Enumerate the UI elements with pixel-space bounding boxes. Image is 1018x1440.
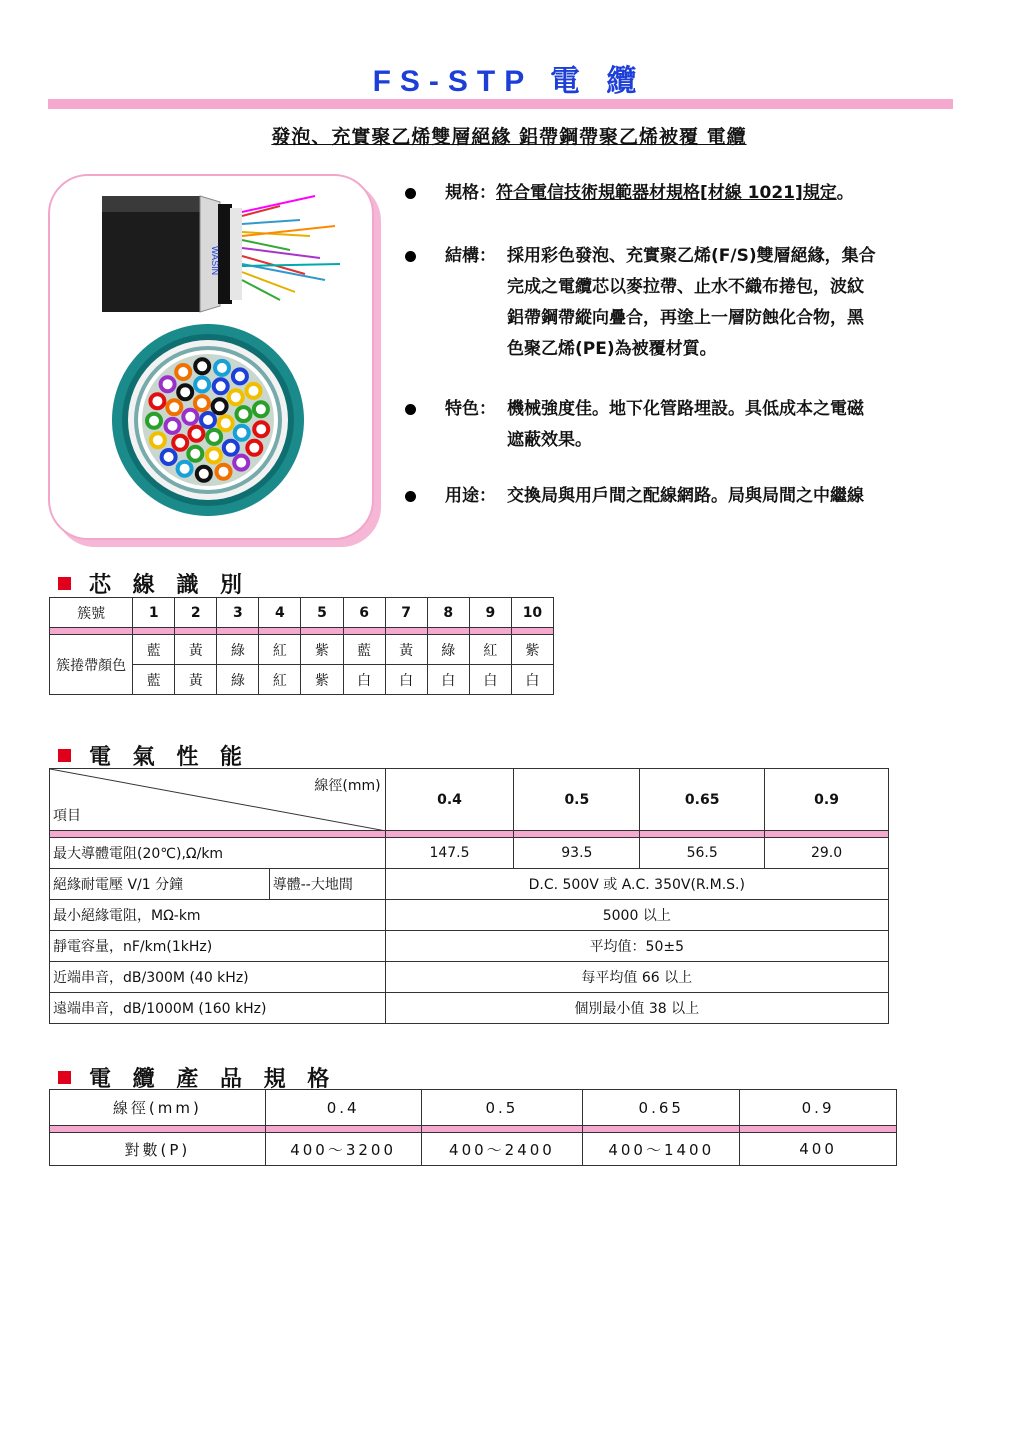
spec-line: 鋁帶鋼帶縱向疊合，再塗上一層防蝕化合物，黑 xyxy=(507,308,864,328)
table-row xyxy=(50,1133,897,1166)
table-cell: 0.65 xyxy=(640,769,765,831)
table-cell: 最大導體電阻(20℃),Ω/km xyxy=(50,838,386,869)
table-cell: 29.0 xyxy=(765,838,889,869)
table-cell: 遠端串音，dB/1000M (160 kHz) xyxy=(50,993,386,1024)
table-cell: 藍 xyxy=(343,635,385,665)
section-heading-core-id xyxy=(58,568,249,599)
spec-line: 機械強度佳。地下化管路埋設。具低成本之電磁 xyxy=(507,399,864,419)
table-row xyxy=(50,993,889,1024)
section-bullet-icon xyxy=(58,749,71,762)
table-cell: 8 xyxy=(427,598,469,628)
table-cell: 近端串音，dB/300M (40 kHz) xyxy=(50,962,386,993)
table-cell: 黃 xyxy=(385,635,427,665)
section-bullet-icon xyxy=(58,577,71,590)
diag-top-label: 線徑(mm) xyxy=(314,778,381,794)
section-bullet-icon xyxy=(58,1071,71,1084)
table-cell: 400～2400 xyxy=(421,1133,583,1166)
table-cell: 簇捲帶顏色 xyxy=(50,635,133,695)
table-cell: 56.5 xyxy=(640,838,765,869)
cable-photo-frame xyxy=(48,174,374,540)
spec-label: 規格： xyxy=(445,183,496,203)
spec-line: 採用彩色發泡、充實聚乙烯(F/S)雙層絕緣，集合 xyxy=(507,246,876,266)
table-row xyxy=(50,769,889,831)
table-cell: 綠 xyxy=(427,635,469,665)
table-cell: 每平均值 66 以上 xyxy=(385,962,888,993)
table-row xyxy=(50,838,889,869)
table-cell: 黃 xyxy=(175,665,217,695)
table-row xyxy=(50,962,889,993)
table-cell: 0.9 xyxy=(740,1090,897,1126)
spec-line: 完成之電纜芯以麥拉帶、止水不織布捲包，波紋 xyxy=(507,277,864,297)
table-divider-row xyxy=(50,831,889,838)
table-cell: 9 xyxy=(469,598,511,628)
table-cell: 白 xyxy=(427,665,469,695)
spec-line: 色聚乙烯(PE)為被覆材質。 xyxy=(507,339,717,359)
table-cell: 7 xyxy=(385,598,427,628)
table-cell: 400 xyxy=(740,1133,897,1166)
table-cell: 147.5 xyxy=(385,838,514,869)
table-cell: 紅 xyxy=(259,665,301,695)
table-row xyxy=(50,900,889,931)
bullet-icon xyxy=(405,491,416,502)
table-cell: 靜電容量，nF/km(1kHz) xyxy=(50,931,386,962)
diag-bottom-label: 項目 xyxy=(53,808,81,824)
table-cell: 絕緣耐電壓 V/1 分鐘 xyxy=(50,869,270,900)
table-cell: 線徑(mm) xyxy=(50,1090,266,1126)
table-cell: 紅 xyxy=(259,635,301,665)
spec-feature-label: 特色： xyxy=(445,399,496,419)
table-cell: 對數(P) xyxy=(50,1133,266,1166)
table-cell: 0.65 xyxy=(583,1090,740,1126)
spec-standard-text: 符合電信技術規範器材規格[材線 1021]規定 xyxy=(496,183,837,203)
spec-end: 。 xyxy=(836,183,854,203)
table-cell: 紫 xyxy=(511,635,553,665)
table-cell: 0.9 xyxy=(765,769,889,831)
spec-usage xyxy=(507,481,947,512)
brand-text: WASIN xyxy=(210,246,220,276)
spec-line: 遮蔽效果。 xyxy=(507,430,592,450)
table-row xyxy=(50,635,554,665)
table-cell: 400～3200 xyxy=(265,1133,421,1166)
table-cell: 紅 xyxy=(469,635,511,665)
table-cell: 紫 xyxy=(301,665,343,695)
table-cell: 白 xyxy=(343,665,385,695)
page-subtitle: 發泡、充實聚乙烯雙層絕緣 鋁帶鋼帶聚乙烯被覆 電纜 xyxy=(271,126,747,148)
table-cell: 0.4 xyxy=(385,769,514,831)
table-cell: 綠 xyxy=(217,635,259,665)
section-heading-electrical xyxy=(58,740,249,771)
table-cell: 5000 以上 xyxy=(385,900,888,931)
table-cell: D.C. 500V 或 A.C. 350V(R.M.S.) xyxy=(385,869,888,900)
table-row xyxy=(50,1090,897,1126)
diagonal-header-cell xyxy=(50,769,386,831)
spec-structure xyxy=(507,241,947,365)
table-cell: 93.5 xyxy=(514,838,640,869)
spec-standard xyxy=(445,178,854,209)
cable-illustration xyxy=(50,176,372,538)
table-cell: 2 xyxy=(175,598,217,628)
table-row xyxy=(50,931,889,962)
spec-structure-label: 結構： xyxy=(445,246,496,266)
title-divider xyxy=(48,99,953,109)
table-row xyxy=(50,598,554,628)
table-cell: 綠 xyxy=(217,665,259,695)
product-table xyxy=(49,1089,897,1166)
bullet-icon xyxy=(405,188,416,199)
table-divider-row xyxy=(50,628,554,635)
table-cell: 平均值：50±5 xyxy=(385,931,888,962)
table-cell: 藍 xyxy=(133,635,175,665)
spec-feature xyxy=(507,394,947,456)
section-heading-text: 電 氣 性 能 xyxy=(89,744,249,770)
table-cell: 6 xyxy=(343,598,385,628)
bullet-icon xyxy=(405,251,416,262)
table-cell: 0.4 xyxy=(265,1090,421,1126)
table-cell: 5 xyxy=(301,598,343,628)
electrical-table xyxy=(49,768,889,1024)
table-cell: 個別最小值 38 以上 xyxy=(385,993,888,1024)
core-id-table xyxy=(49,597,554,695)
section-heading-text: 電 纜 產 品 規 格 xyxy=(89,1066,337,1092)
table-cell: 白 xyxy=(469,665,511,695)
table-cell: 400～1400 xyxy=(583,1133,740,1166)
table-cell: 0.5 xyxy=(514,769,640,831)
table-cell: 導體--大地間 xyxy=(269,869,385,900)
table-cell: 簇號 xyxy=(50,598,133,628)
table-cell: 藍 xyxy=(133,665,175,695)
table-cell: 4 xyxy=(259,598,301,628)
table-cell: 紫 xyxy=(301,635,343,665)
bullet-icon xyxy=(405,404,416,415)
table-cell: 3 xyxy=(217,598,259,628)
spec-usage-label: 用途： xyxy=(445,486,496,506)
table-divider-row xyxy=(50,1126,897,1133)
page-title: FS-STP 電 纜 xyxy=(372,65,646,98)
table-cell: 0.5 xyxy=(421,1090,583,1126)
table-row xyxy=(50,869,889,900)
table-cell: 黃 xyxy=(175,635,217,665)
table-cell: 白 xyxy=(511,665,553,695)
section-heading-text: 芯 線 識 別 xyxy=(89,572,249,598)
table-cell: 最小絕緣電阻，MΩ-km xyxy=(50,900,386,931)
table-cell: 10 xyxy=(511,598,553,628)
spec-line: 交換局與用戶間之配線網路。局與局間之中繼線 xyxy=(507,486,864,506)
table-cell: 白 xyxy=(385,665,427,695)
table-cell: 1 xyxy=(133,598,175,628)
